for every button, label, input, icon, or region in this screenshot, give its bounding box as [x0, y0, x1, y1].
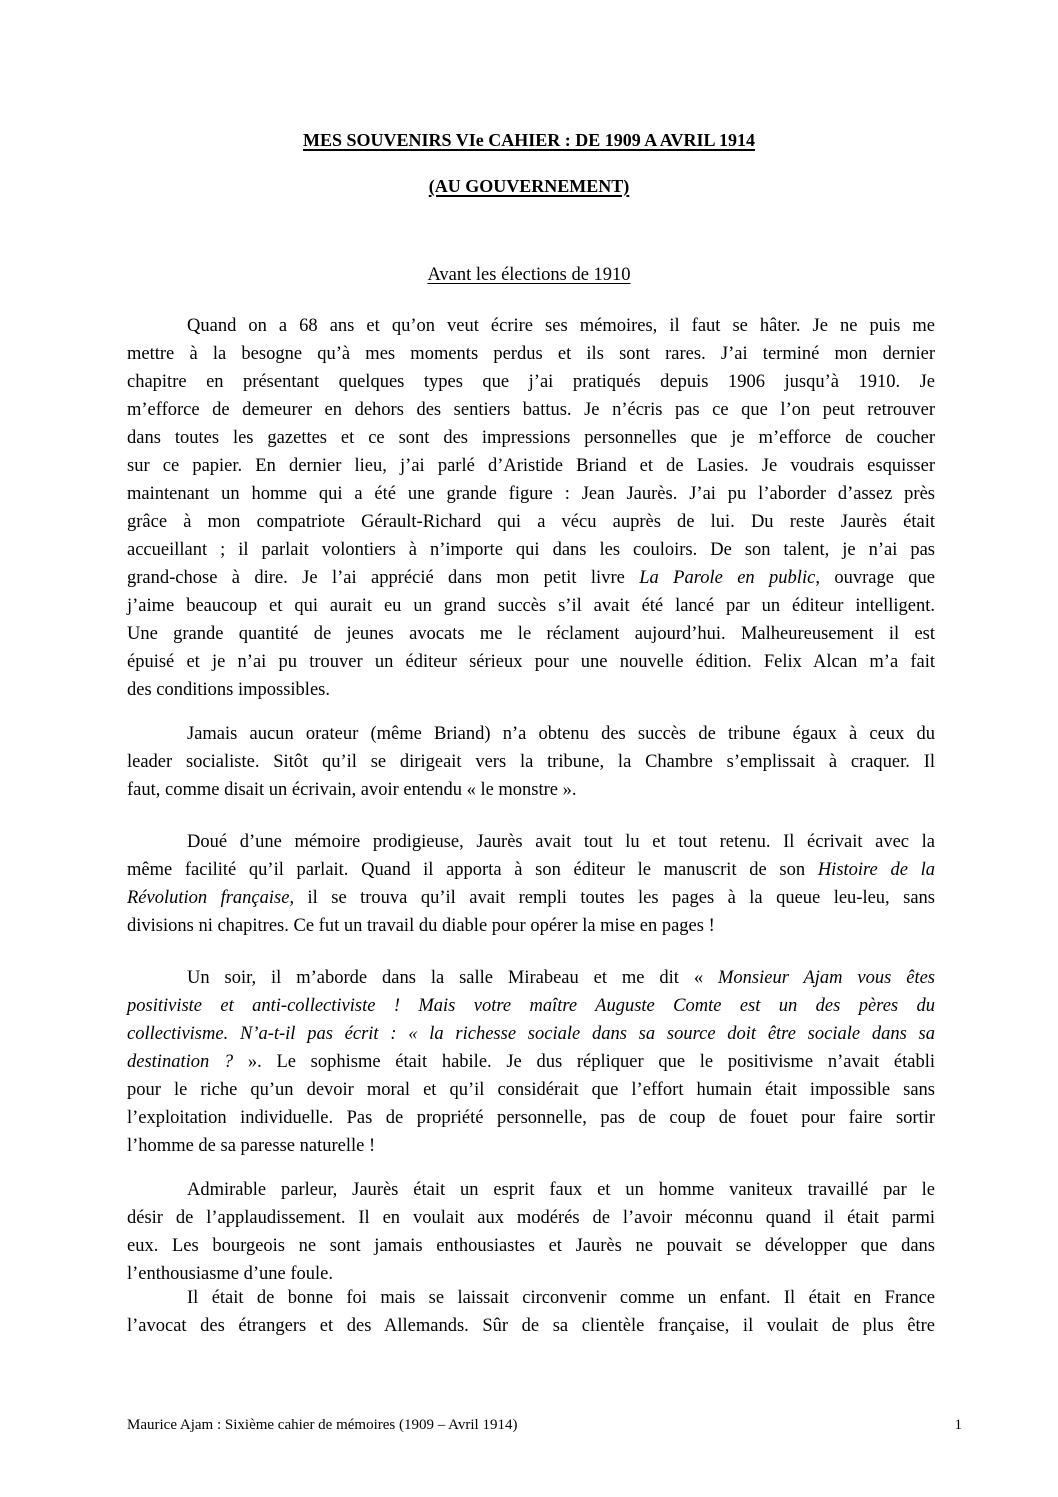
- text-line: l’enthousiasme d’une foule.: [127, 1264, 334, 1284]
- text-line: pour le riche qu’un devoir moral et qu’il considérait que l’effort humain était impossible sans: [127, 1080, 935, 1100]
- text-line: accueillant ; il parlait volontiers à n’importe qui dans les couloirs. De son talent, je n’ai pas: [127, 540, 935, 560]
- italic-title: destination ?: [127, 1052, 234, 1072]
- text-line: Révolution française, il se trouva qu’il avait rempli toutes les pages à la queue leu-leu, sans: [127, 888, 935, 908]
- text-line: Il était de bonne foi mais se laissait circonvenir comme un enfant. Il était en France: [187, 1288, 935, 1308]
- paragraph: [127, 1284, 935, 1340]
- text-line: sur ce papier. En dernier lieu, j’ai parlé d’Aristide Briand et de Lasies. Je voudrais esquisser: [127, 456, 935, 476]
- paragraph: [127, 720, 935, 804]
- text-line: désir de l’applaudissement. Il en voulait aux modérés de l’avoir méconnu quand il était parmi: [127, 1208, 935, 1228]
- italic-title: La Parole en public: [639, 568, 816, 588]
- text-line: l’avocat des étrangers et des Allemands. Sûr de sa clientèle française, il voulait de plus être: [127, 1316, 935, 1336]
- text-line: j’aime beaucoup et qui aurait eu un grand succès s’il avait été lancé par un éditeur intelligent.: [127, 596, 935, 616]
- page-number: 1: [954, 1417, 962, 1433]
- paragraph: [127, 1176, 935, 1288]
- text-line: épuisé et je n’ai pu trouver un éditeur sérieux pour une nouvelle édition. Felix Alcan m’a fait: [127, 652, 935, 672]
- text-line: l’exploitation individuelle. Pas de propriété personnelle, pas de coup de fouet pour faire sortir: [127, 1108, 935, 1128]
- text-line: destination ? ». Le sophisme était habile. Je dus répliquer que le positivisme n’avait établi: [127, 1052, 935, 1072]
- paragraph: [127, 828, 935, 940]
- text-line: même facilité qu’il parlait. Quand il apporta à son éditeur le manuscrit de son Histoire de la: [127, 860, 935, 880]
- text-line: [127, 1020, 935, 1048]
- document-subtitle: (AU GOUVERNEMENT): [428, 176, 630, 196]
- paragraph: [127, 312, 935, 704]
- text-line: chapitre en présentant quelques types que j’ai pratiqués depuis 1906 jusqu’à 1910. Je: [127, 372, 935, 392]
- text-line: divisions ni chapitres. Ce fut un travail du diable pour opérer la mise en pages !: [127, 916, 715, 936]
- italic-title: positiviste et anti-collectiviste ! Mais votre maître Auguste Comte est un des pères du: [127, 996, 935, 1016]
- text-line: Jamais aucun orateur (même Briand) n’a obtenu des succès de tribune égaux à ceux du: [187, 724, 935, 744]
- italic-title: Révolution française: [127, 888, 290, 908]
- paragraph: [127, 964, 935, 1160]
- text-line: mettre à la besogne qu’à mes moments perdus et ils sont rares. J’ai terminé mon dernier: [127, 344, 935, 364]
- text-line: Un soir, il m’aborde dans la salle Mirabeau et me dit « Monsieur Ajam vous êtes: [187, 968, 935, 988]
- footer-text: Maurice Ajam : Sixième cahier de mémoires (1909 – Avril 1914): [127, 1417, 518, 1433]
- text-line: grâce à mon compatriote Gérault-Richard qui a vécu auprès de lui. Du reste Jaurès était: [127, 512, 935, 532]
- text-line: leader socialiste. Sitôt qu’il se dirigeait vers la tribune, la Chambre s’emplissait à craquer. Il: [127, 752, 935, 772]
- text-line: Admirable parleur, Jaurès était un esprit faux et un homme vaniteux travaillé par le: [187, 1180, 935, 1200]
- text-line: dans toutes les gazettes et ce sont des impressions personnelles que je m’efforce de coucher: [127, 428, 935, 448]
- italic-title: collectivisme. N’a-t-il pas écrit : « la richesse sociale dans sa source doit être sociale dans sa: [127, 1024, 935, 1044]
- text-line: Doué d’une mémoire prodigieuse, Jaurès avait tout lu et tout retenu. Il écrivait avec la: [187, 832, 935, 852]
- document-title: MES SOUVENIRS VIe CAHIER : DE 1909 A AVRIL 1914: [303, 130, 755, 150]
- italic-title: Monsieur Ajam vous êtes: [718, 968, 935, 988]
- text-line: Quand on a 68 ans et qu’on veut écrire ses mémoires, il faut se hâter. Je ne puis me: [187, 316, 935, 336]
- text-line: [127, 992, 935, 1020]
- text-line: des conditions impossibles.: [127, 680, 330, 700]
- text-line: eux. Les bourgeois ne sont jamais enthousiastes et Jaurès ne pouvait se développer que dans: [127, 1236, 935, 1256]
- text-line: l’homme de sa paresse naturelle !: [127, 1136, 376, 1156]
- text-line: faut, comme disait un écrivain, avoir entendu « le monstre ».: [127, 780, 577, 800]
- text-line: Une grande quantité de jeunes avocats me le réclament aujourd’hui. Malheureusement il est: [127, 624, 935, 644]
- text-line: grand-chose à dire. Je l’ai apprécié dans mon petit livre La Parole en public, ouvrage que: [127, 568, 936, 588]
- text-line: maintenant un homme qui a été une grande figure : Jean Jaurès. J’ai pu l’aborder d’assez près: [127, 484, 935, 504]
- section-heading: Avant les élections de 1910: [427, 265, 631, 285]
- text-line: m’efforce de demeurer en dehors des sentiers battus. Je n’écris pas ce que l’on peut retrouver: [127, 400, 935, 420]
- italic-title: Histoire de la: [817, 860, 935, 880]
